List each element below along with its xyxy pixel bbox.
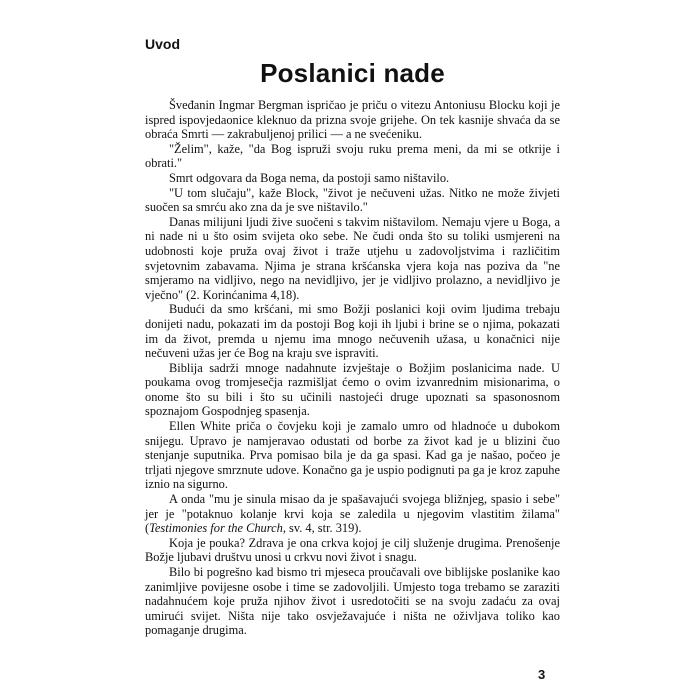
- paragraph: Šveđanin Ingmar Bergman ispričao je priču o vitezu Antoniusu Blocku koji je ispred ispovjedaonice kleknuo da prizna svoje grijehe. On tek kasnije shvaća da se obraća Smrti — zakrabuljenoj prilici — a ne svećeniku.: [145, 98, 560, 142]
- citation-text-before: A onda "mu je sinula misao da je spašavajući svojega bližnjeg, spasio i sebe" jer je "potaknuo kolanje krvi koja se zaledila u njegovim vlastitim žilama" (: [145, 492, 560, 536]
- paragraph: Danas milijuni ljudi žive suočeni s takvim ništavilom. Nemaju vjere u Boga, a ni nade ni u što osim svijeta oko sebe. Ne čudi onda što su toliki usmjereni na udobnosti koje pruža ovaj život i traže utjehu u zadovoljstvima i različitim svjetovnim zabavama. Njima je strana kršćanska vjera koja nas poziva da "ne smjeramo na vidljivo, nego na nevidljivo, jer je vidljivo prolazno, a nevidljivo je vječno" (2. Korinćanima 4,18).: [145, 214, 560, 302]
- paragraph: Smrt odgovara da Boga nema, da postoji samo ništavilo.: [169, 170, 450, 185]
- page-number: 3: [538, 667, 546, 682]
- paragraph: Ellen White priča o čovjeku koji je zamalo umro od hladnoće u dubokom snijegu. Upravo je namjeravao odustati od borbe za život kad je u blizini čuo stenjanje suputnika. Prva pomisao bila je da ga spasi. Kad ga je našao, počeo je trljati njegove smrznute udove. Konačno ga je uspio podignuti pa ga je kroz zapuhe iznio na sigurno.: [145, 419, 560, 492]
- paragraph: Biblija sadrži mnoge nadahnute izvještaje o Božjim poslanicima nade. U poukama ovog tromjesečja razmišljat ćemo o ovim izvanrednim misionarima, o onome što su bili i što su učinili nastojeći druge upoznati sa spasonosnom spoznajom Gospodnjeg spasenja.: [145, 360, 560, 419]
- section-label: Uvod: [145, 36, 180, 52]
- book-title-italic: Testimonies for the Church: [149, 521, 283, 536]
- page-title: Poslanici nade: [260, 58, 445, 88]
- citation-text-after: , sv. 4, str. 319).: [282, 521, 362, 536]
- paragraph: "U tom slučaju", kaže Block, "život je nečuveni užas. Nitko ne može živjeti suočen sa smrću ako zna da je sve ništavilo.": [145, 185, 560, 215]
- paragraph-with-citation: [145, 492, 560, 536]
- paragraph: Budući da smo kršćani, mi smo Božji poslanici koji ovim ljudima trebaju donijeti nadu, pokazati im da postoji Bog koji ih ljubi i brine se o njima, pokazati im da život, premda u njemu ima mnogo nečuvenih užasa, u konačnici nije nečuveni užas jer će Bog na kraju sve ispraviti.: [145, 302, 560, 361]
- paragraph: "Želim", kaže, "da Bog ispruži svoju ruku prema meni, da mi se otkrije i obrati.": [145, 141, 560, 171]
- paragraph: Bilo bi pogrešno kad bismo tri mjeseca proučavali ove biblijske poslanike kao zanimljive povijesne osobe i time se zadovoljili. Umjesto toga trebamo se zaraziti nadahnućem koje pruža njihov život i usredotočiti se na svoju zadaću za ovaj umirući svijet. Ništa nije tako osvježavajuće i ništa ne oživljava toliko kao pomaganje drugima.: [145, 565, 560, 638]
- paragraph: Koja je pouka? Zdrava je ona crkva kojoj je cilj služenje drugima. Prenošenje Božje ljubavi društvu unosi u crkvu novi život i snagu.: [145, 535, 560, 565]
- body-text: [145, 98, 560, 638]
